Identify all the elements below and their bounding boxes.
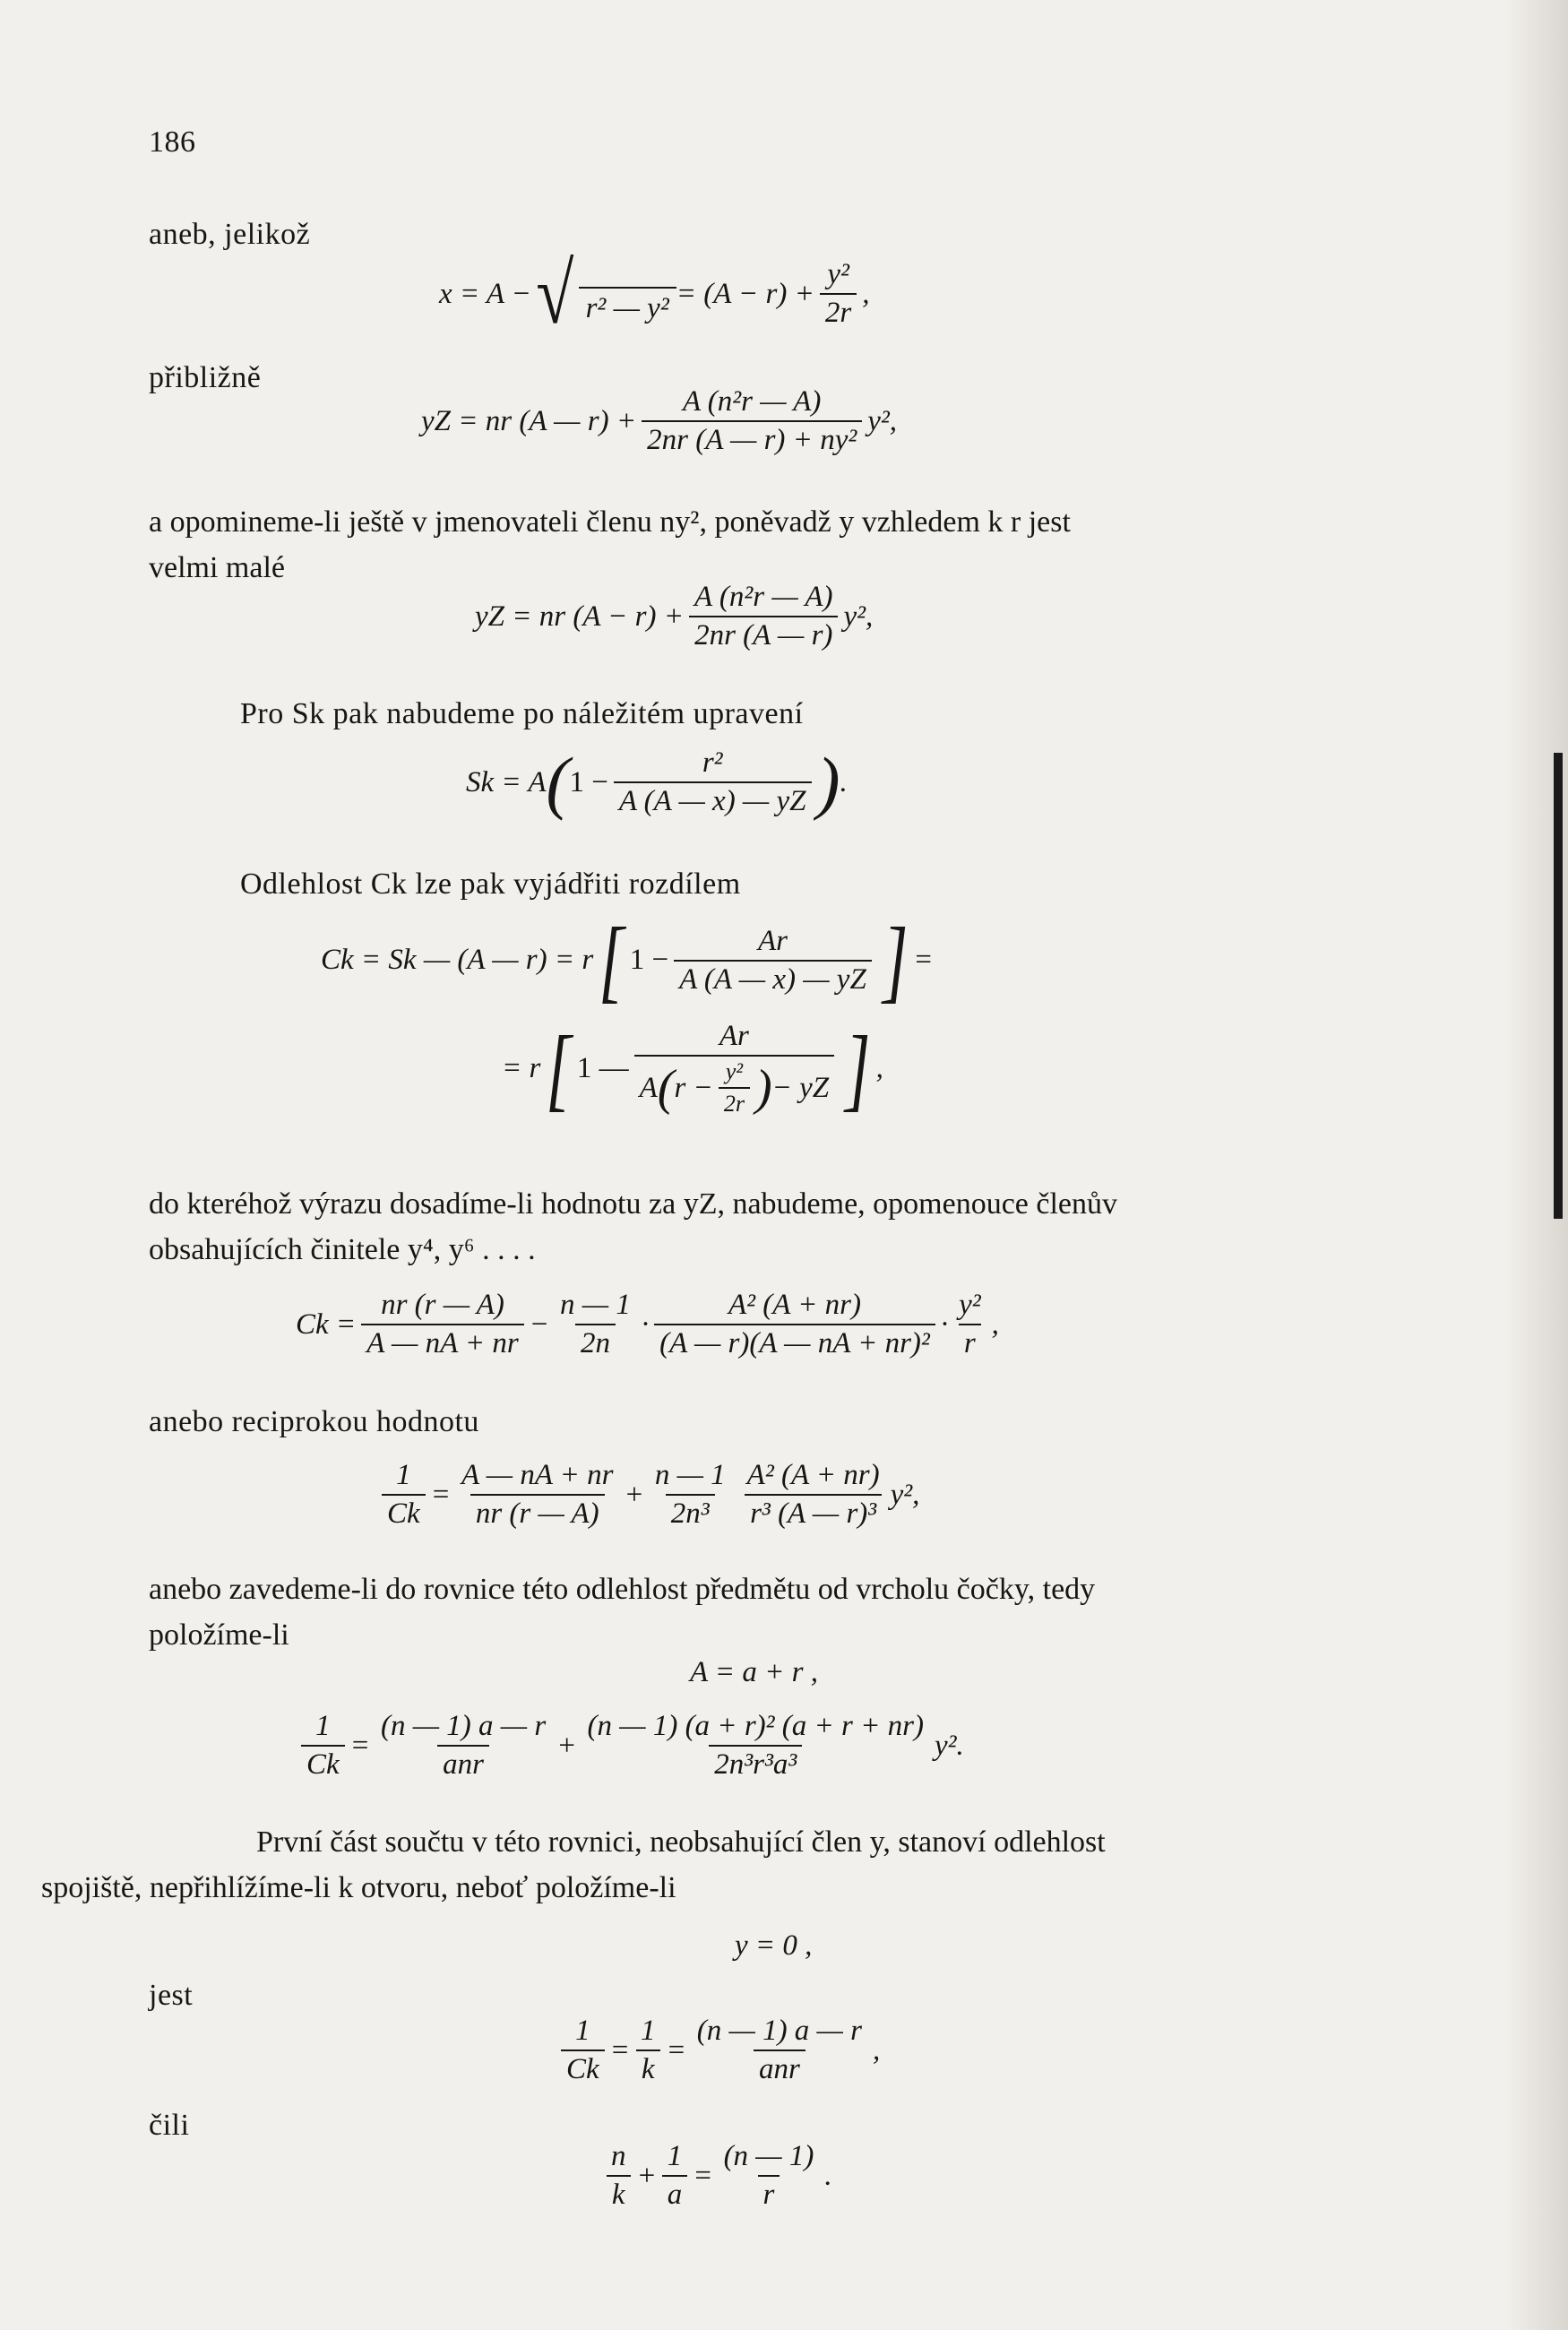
equation-13 [600, 2142, 832, 2210]
text-opomineme-line2: velmi malé [149, 551, 286, 584]
eq12-a-num: 1 [575, 2015, 590, 2047]
eq6-den-c: − yZ [771, 1071, 830, 1104]
equation-11: y = 0 , [735, 1929, 813, 1962]
sqrt-symbol-icon: √ [536, 246, 574, 341]
eq1-den: 2r [820, 293, 857, 328]
eq7-fraction-3 [654, 1290, 935, 1359]
eq10-end: y². [935, 1729, 964, 1762]
eq5-num: Ar [757, 924, 788, 957]
eq12-equals-2: = [666, 2033, 686, 2067]
eq8-fraction-1 [456, 1461, 619, 1529]
eq8-end: y², [890, 1478, 920, 1511]
eq6-den [634, 1055, 835, 1116]
eq7-f4-den: r [959, 1324, 981, 1359]
paragraph-zavedeme [149, 1566, 1439, 1658]
eq1-radicand: r² — y² [579, 287, 676, 324]
eq10-equals: = [349, 1729, 370, 1762]
eq10-fraction-1 [375, 1712, 551, 1780]
eq6-inner-num: y² [725, 1058, 744, 1084]
eq13-fraction-a [606, 2142, 632, 2210]
eq6-one: 1 — [576, 1052, 629, 1084]
eq10-f2-den: 2n³r³a³ [709, 1745, 802, 1780]
eq12-c-den: anr [754, 2050, 806, 2084]
eq5-one: 1 − [629, 944, 669, 977]
left-bracket-icon: [ [599, 909, 625, 1012]
eq8-f2-den: 2n³ [666, 1494, 715, 1529]
eq4-fraction [614, 748, 812, 816]
text-aneb-jelikoz: aneb, jelikož [149, 218, 311, 251]
eq3-fraction [689, 582, 838, 651]
eq10-fraction-lhs [301, 1712, 345, 1780]
equation-12 [556, 2016, 880, 2084]
eq3-lhs: yZ = nr (A − r) + [475, 600, 685, 633]
eq12-fraction-b [635, 2016, 661, 2084]
eq2-den: 2nr (A — r) + ny² [642, 420, 862, 455]
text-priblizne: přibližně [149, 361, 262, 394]
eq5-end: = [913, 944, 934, 977]
eq8-f3-den: r³ (A — r)³ [745, 1494, 882, 1529]
eq6-den-a: A [639, 1071, 658, 1104]
eq8-fraction-2 [650, 1461, 731, 1529]
eq13-end: . [824, 2159, 832, 2192]
eq10-lhs-den: Ck [301, 1745, 345, 1780]
eq7-fraction-4 [953, 1290, 986, 1359]
eq7-f4-num: y² [959, 1289, 981, 1321]
eq13-fraction-b [662, 2142, 688, 2210]
eq13-c-den: r [758, 2175, 780, 2210]
right-bracket-icon: ] [845, 1016, 871, 1120]
text-zavedeme-line2: položíme-li [149, 1618, 289, 1652]
eq12-fraction-a [561, 2016, 605, 2084]
eq10-f2-num: (n — 1) (a + r)² (a + r + nr) [587, 1710, 925, 1742]
eq7-fraction-1 [361, 1290, 524, 1359]
eq13-a-num: n [611, 2140, 626, 2172]
equation-6 [502, 1016, 883, 1120]
eq10-f1-num: (n — 1) a — r [380, 1710, 547, 1742]
eq4-one: 1 − [569, 765, 608, 798]
equation-5 [321, 909, 934, 1012]
eq10-f1-den: anr [437, 1745, 489, 1780]
eq2-num: A (n²r — A) [682, 385, 822, 418]
text-opomineme-line1: a opomineme-li ještě v jmenovateli členu ny², poněvadž y vzhledem k r jest [149, 505, 1071, 539]
eq5-fraction [674, 924, 872, 996]
eq7-f1-den: A — nA + nr [361, 1324, 524, 1359]
eq10-fraction-2 [582, 1712, 930, 1780]
eq13-c-num: (n — 1) [723, 2140, 814, 2172]
eq7-f2-den: 2n [575, 1324, 616, 1359]
eq12-end: , [873, 2033, 881, 2067]
eq6-inner-den: 2r [719, 1087, 750, 1116]
equation-1 [439, 246, 870, 341]
left-bracket-icon: [ [546, 1016, 572, 1120]
eq1-fraction [820, 260, 857, 328]
left-paren-icon: ( [546, 742, 570, 821]
eq7-fraction-2 [555, 1290, 636, 1359]
eq13-b-num: 1 [667, 2140, 683, 2172]
eq12-a-den: Ck [561, 2050, 605, 2084]
eq7-dot-1: · [641, 1307, 650, 1341]
eq8-lhs-den: Ck [382, 1494, 426, 1529]
eq7-f2-num: n — 1 [560, 1289, 631, 1321]
equation-8 [376, 1461, 919, 1529]
eq5-lhs: Ck = Sk — (A — r) = r [321, 944, 594, 977]
equation-2 [421, 387, 897, 455]
text-dosadime-line1: do kteréhož výrazu dosadíme-li hodnotu za yZ, nabudeme, opomenouce členův [149, 1187, 1118, 1221]
eq7-minus: − [529, 1307, 550, 1341]
eq12-c-num: (n — 1) a — r [696, 2015, 862, 2047]
equation-9: A = a + r , [690, 1656, 818, 1688]
eq8-plus: + [624, 1478, 644, 1511]
eq1-end: , [862, 277, 870, 310]
eq13-a-den: k [607, 2175, 631, 2210]
eq2-fraction [642, 387, 862, 455]
eq13-equals: = [693, 2159, 713, 2192]
right-paren-icon: ) [754, 1059, 772, 1116]
eq12-fraction-c [692, 2016, 867, 2084]
paragraph-opomineme [149, 499, 1439, 591]
eq4-end: . [840, 765, 848, 798]
eq10-lhs-num: 1 [315, 1710, 331, 1742]
eq12-equals-1: = [609, 2033, 630, 2067]
eq6-den-b: r − [674, 1071, 713, 1104]
eq8-fraction-lhs [382, 1461, 426, 1529]
eq1-lhs: x = A − [439, 277, 531, 310]
right-bracket-icon: ] [882, 909, 909, 1012]
equation-10 [296, 1712, 964, 1780]
eq5-den: A (A — x) — yZ [674, 960, 872, 995]
eq6-fraction [634, 1022, 835, 1116]
eq6-inner-fraction [719, 1060, 750, 1116]
text-jest: jest [149, 1979, 194, 2012]
text-dosadime-line2: obsahujících činitele y⁴, y⁶ . . . . [149, 1233, 536, 1266]
page-edge-mark [1554, 753, 1563, 1219]
eq1-num: y² [827, 258, 849, 291]
eq3-den: 2nr (A — r) [689, 616, 838, 651]
eq3-num: A (n²r — A) [694, 581, 833, 613]
eq7-dot-2: · [940, 1307, 949, 1341]
eq8-f1-num: A — nA + nr [461, 1459, 614, 1491]
eq1-sqrt [531, 246, 676, 341]
text-zavedeme-line1: anebo zavedeme-li do rovnice této odlehlost předmětu od vrcholu čočky, tedy [149, 1573, 1096, 1606]
right-paren-icon: ) [816, 742, 840, 821]
text-pro-sk: Pro Sk pak nabudeme po náležitém upravení [240, 697, 804, 730]
eq4-num: r² [702, 746, 723, 779]
text-prvni-cast-line1: První část součtu v této rovnici, neobsahující člen y, stanoví odlehlost [256, 1825, 1106, 1859]
text-anebo-reciprokou: anebo reciprokou hodnotu [149, 1405, 479, 1438]
eq8-f3-num: A² (A + nr) [746, 1459, 880, 1491]
page-number: 186 [149, 125, 196, 159]
eq2-end: y², [867, 404, 898, 437]
equation-3 [475, 582, 873, 651]
eq8-equals: = [430, 1478, 451, 1511]
eq3-end: y², [843, 600, 874, 633]
eq12-b-den: k [636, 2050, 660, 2084]
eq10-plus: + [556, 1729, 577, 1762]
eq8-f1-den: nr (r — A) [470, 1494, 605, 1529]
eq13-plus: + [636, 2159, 657, 2192]
eq7-f3-num: A² (A + nr) [728, 1289, 861, 1321]
eq8-f2-num: n — 1 [654, 1459, 726, 1491]
eq7-f1-num: nr (r — A) [381, 1289, 504, 1321]
eq13-fraction-c [719, 2142, 820, 2210]
eq4-den: A (A — x) — yZ [614, 781, 812, 816]
eq7-end: , [991, 1307, 999, 1341]
eq7-f3-den: (A — r)(A — nA + nr)² [654, 1324, 935, 1359]
eq6-num: Ar [719, 1020, 749, 1052]
eq8-fraction-3 [742, 1461, 885, 1529]
text-cili: čili [149, 2109, 190, 2142]
eq2-lhs: yZ = nr (A — r) + [421, 404, 637, 437]
eq8-lhs-num: 1 [396, 1459, 411, 1491]
paragraph-prvni-cast [41, 1819, 1439, 1911]
text-odlehlost-ck: Odlehlost Ck lze pak vyjádřiti rozdílem [240, 867, 741, 901]
eq13-b-den: a [662, 2175, 688, 2210]
left-paren-icon: ( [657, 1059, 675, 1116]
eq4-lhs: Sk = A [466, 765, 547, 798]
text-prvni-cast-line2: spojiště, nepřihlížíme-li k otvoru, neboť položíme-li [41, 1871, 676, 1904]
eq6-end: , [875, 1052, 883, 1084]
eq7-lhs: Ck = [296, 1307, 357, 1341]
eq12-b-num: 1 [640, 2015, 656, 2047]
paragraph-dosadime [149, 1181, 1439, 1273]
eq1-mid: = (A − r) + [676, 277, 814, 310]
eq6-lhs: = r [502, 1052, 541, 1084]
equation-7 [296, 1290, 999, 1359]
equation-4 [466, 742, 848, 821]
